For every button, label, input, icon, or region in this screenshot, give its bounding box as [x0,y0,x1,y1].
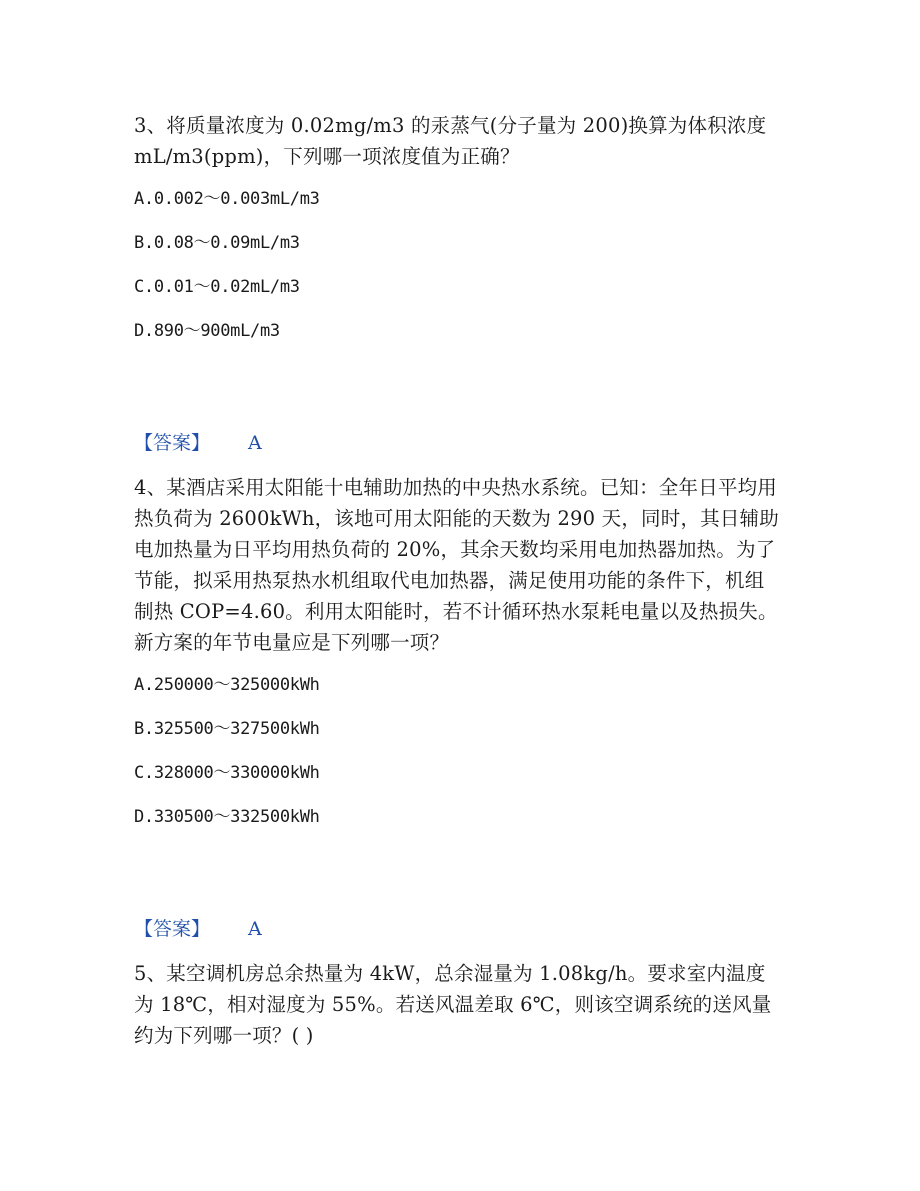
question-4-text: 4、某酒店采用太阳能十电辅助加热的中央热水系统。已知：全年日平均用热负荷为 2600kWh，该地可用太阳能的天数为 290 天，同时，其日辅助电加热量为日平均用热负荷的 20%，其余天数均采用电加热器加热。为了节能，拟采用热泵热水机组取代电加热器，满足使用功能的条件下，机组制热 COP=4.60。利用太阳能时，若不计循环热水泵耗电量以及热损失。新方案的年节电量应是下列哪一项？ [134,476,779,654]
answer-label: 【答案】 [134,432,211,454]
question-3-option-d: D.890～900mL/m3 [134,321,280,341]
question-5-text: 5、某空调机房总余热量为 4kW，总余湿量为 1.08kg/h。要求室内温度为 18℃，相对湿度为 55%。若送风温差取 6℃，则该空调系统的送风量约为下列哪一项？( ) [134,962,772,1047]
question-3-text: 3、将质量浓度为 0.02mg/m3 的汞蒸气(分子量为 200)换算为体积浓度mL/m3(ppm)，下列哪一项浓度值为正确？ [134,114,767,168]
question-4-option-a: A.250000～325000kWh [134,675,320,695]
question-3-option-a: A.0.002～0.003mL/m3 [134,189,320,209]
answer-label: 【答案】 [134,918,211,940]
question-3-option-c: C.0.01～0.02mL/m3 [134,277,300,297]
question-4-answer [134,917,262,941]
question-4-option-d: D.330500～332500kWh [134,807,320,827]
question-3-answer [134,431,262,455]
answer-letter: A [248,432,262,454]
question-4-option-c: C.328000～330000kWh [134,763,320,783]
answer-letter: A [248,918,262,940]
question-4-option-b: B.325500～327500kWh [134,719,320,739]
question-3-option-b: B.0.08～0.09mL/m3 [134,233,300,253]
